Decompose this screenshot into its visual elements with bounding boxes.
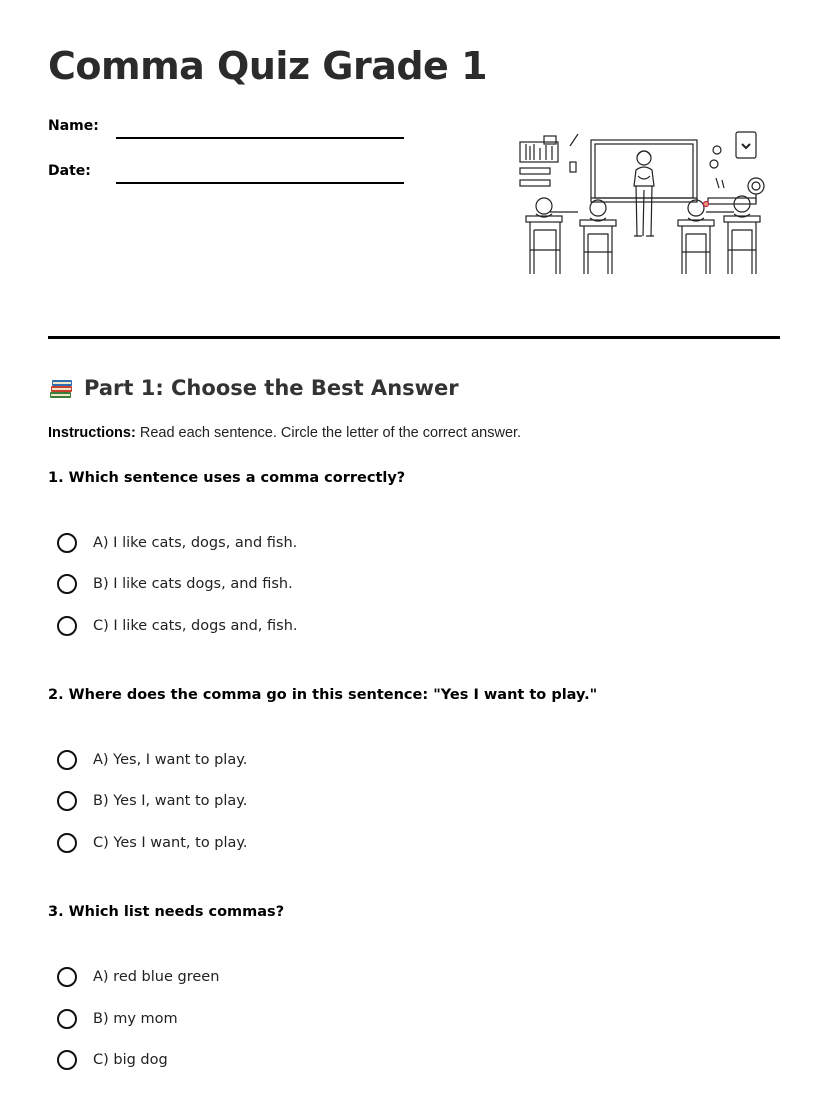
option-label: A) red blue green <box>93 969 220 985</box>
option-label: C) big dog <box>93 1052 168 1068</box>
question-2-option-c[interactable] <box>57 833 248 853</box>
radio-circle[interactable] <box>57 791 77 811</box>
question-3-option-c[interactable] <box>57 1050 168 1070</box>
question-1-option-b[interactable] <box>57 574 293 594</box>
date-field[interactable] <box>116 182 404 184</box>
instructions-label: Instructions: <box>48 425 136 441</box>
question-1-prompt: 1. Which sentence uses a comma correctly? <box>48 470 406 486</box>
radio-circle[interactable] <box>57 1050 77 1070</box>
question-3-option-a[interactable] <box>57 967 219 987</box>
instructions-text: Read each sentence. Circle the letter of the correct answer. <box>135 425 522 441</box>
page-title: Comma Quiz Grade 1 <box>48 44 488 88</box>
name-label: Name: <box>48 118 99 134</box>
question-2-prompt: 2. Where does the comma go in this sentence: "Yes I want to play." <box>48 687 598 703</box>
option-label: B) my mom <box>93 1011 178 1027</box>
question-3-option-b[interactable] <box>57 1009 178 1029</box>
option-label: C) I like cats, dogs and, fish. <box>93 618 298 634</box>
radio-circle[interactable] <box>57 750 77 770</box>
option-label: A) I like cats, dogs, and fish. <box>93 535 298 551</box>
name-field[interactable] <box>116 137 404 139</box>
radio-circle[interactable] <box>57 574 77 594</box>
radio-circle[interactable] <box>57 616 77 636</box>
question-2-option-a[interactable] <box>57 750 247 770</box>
radio-circle[interactable] <box>57 967 77 987</box>
radio-circle[interactable] <box>57 533 77 553</box>
option-label: B) Yes I, want to play. <box>93 793 248 809</box>
section-divider <box>48 336 780 339</box>
radio-circle[interactable] <box>57 833 77 853</box>
option-label: C) Yes I want, to play. <box>93 835 248 851</box>
question-3-prompt: 3. Which list needs commas? <box>48 904 285 920</box>
question-1-option-a[interactable] <box>57 533 297 553</box>
option-label: A) Yes, I want to play. <box>93 752 248 768</box>
question-2-option-b[interactable] <box>57 791 247 811</box>
question-1-option-c[interactable] <box>57 616 298 636</box>
part1-heading <box>48 375 459 401</box>
date-label: Date: <box>48 163 91 179</box>
books-icon <box>48 375 74 401</box>
option-label: B) I like cats dogs, and fish. <box>93 576 293 592</box>
classroom-illustration <box>516 124 772 280</box>
radio-circle[interactable] <box>57 1009 77 1029</box>
instructions <box>48 425 521 441</box>
part1-title: Part 1: Choose the Best Answer <box>84 376 459 400</box>
